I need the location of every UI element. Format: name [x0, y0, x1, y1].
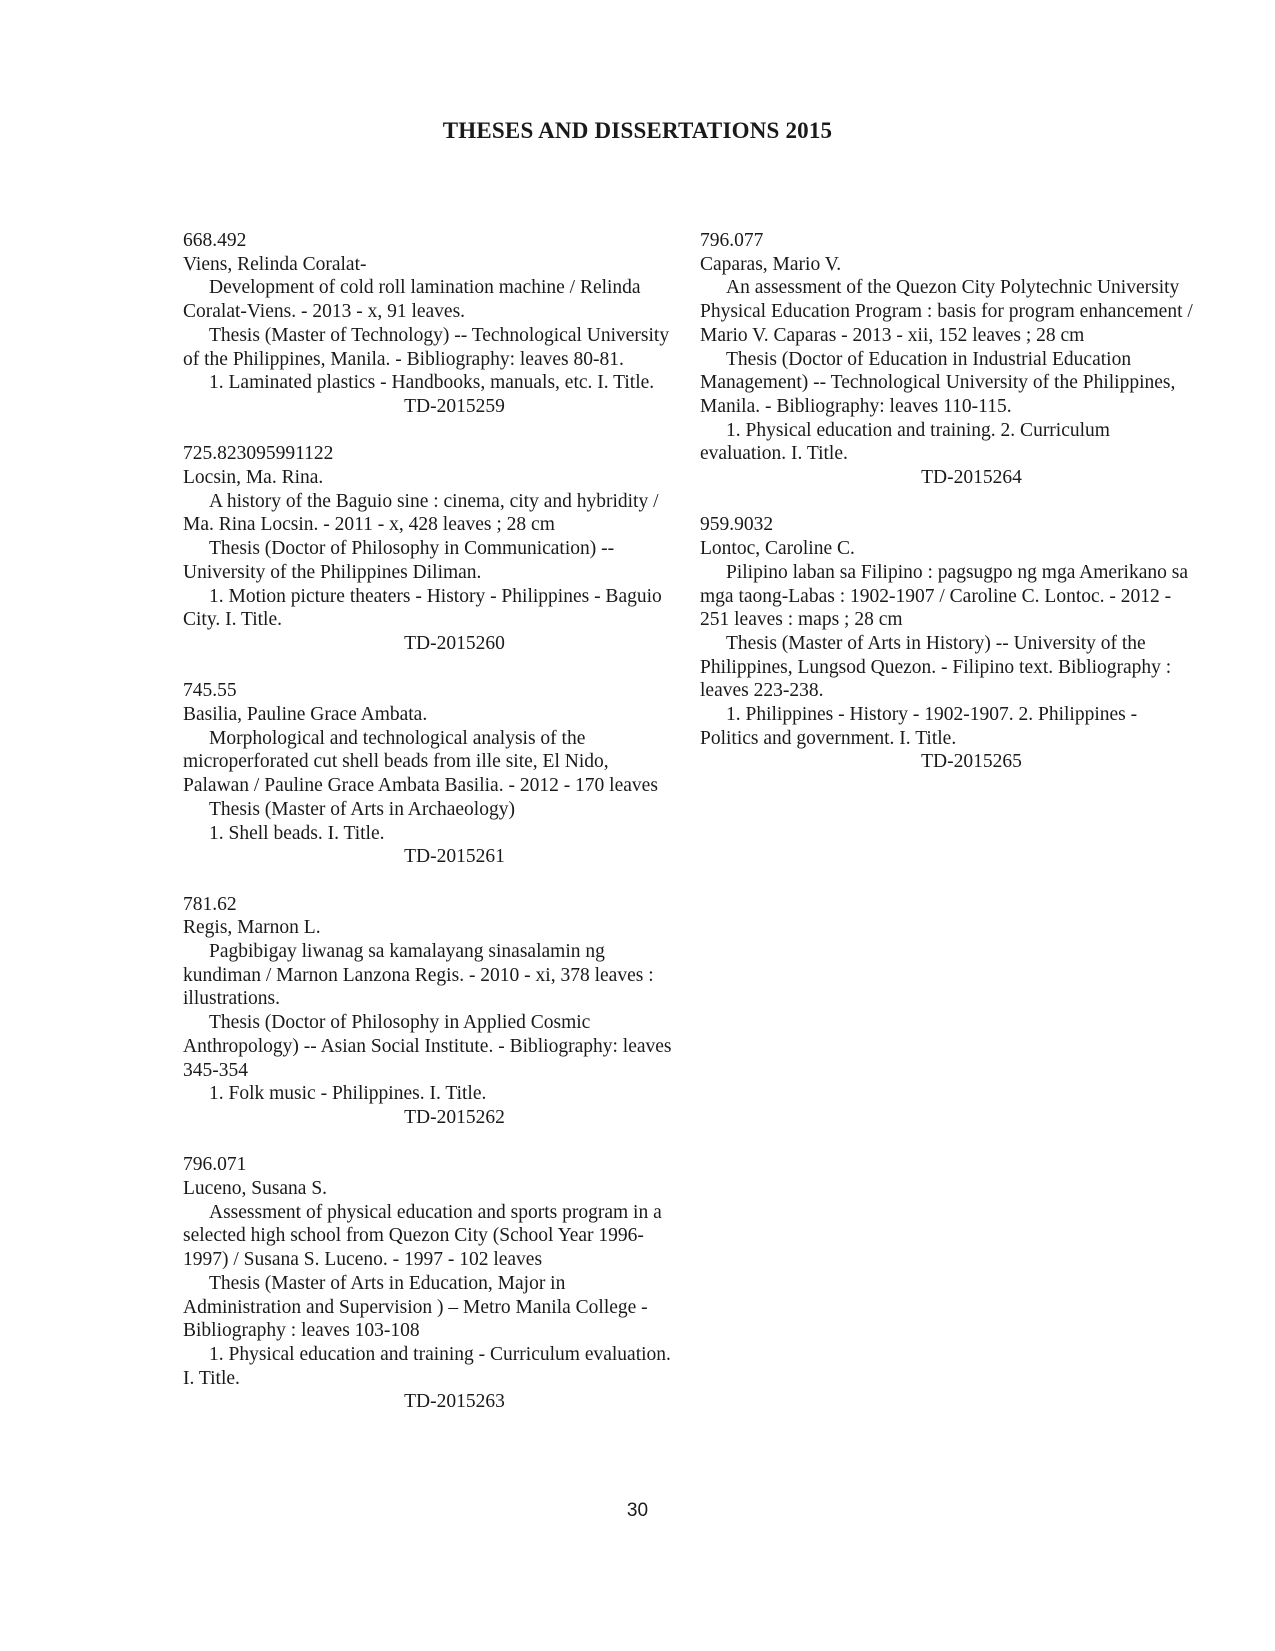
title-statement: An assessment of the Quezon City Polytechnic University Physical Education Program : basis for program enhancement / Mario V. Caparas - 2013 - xii, 152 leaves ; 28 cm — [700, 277, 1193, 346]
subject-headings: 1. Motion picture theaters - History - Philippines - Baguio City. I. Title. — [183, 585, 662, 631]
accession-number: TD-2015265 — [921, 751, 1022, 773]
subject-headings: 1. Physical education and training. 2. Curriculum evaluation. I. Title. — [700, 419, 1110, 465]
subject-headings: 1. Philippines - History - 1902-1907. 2. Philippines - Politics and government. I. Title. — [700, 704, 1138, 749]
thesis-note: Thesis (Doctor of Education in Industrial Education Management) -- Technological University of the Philippines, Manila. - Bibliography: leaves 110-115. — [700, 348, 1176, 417]
call-number: 668.492 — [183, 230, 247, 251]
accession-number: TD-2015262 — [404, 1106, 505, 1128]
title-statement: Assessment of physical education and sports program in a selected high school from Quezon City (School Year 1996-1997) / Susana S. Luceno. - 1997 - 102 leaves — [183, 1201, 662, 1271]
thesis-note: Thesis (Master of Arts in Archaeology) — [209, 798, 515, 820]
author: Lontoc, Caroline C. — [700, 538, 855, 560]
right-column — [700, 229, 1195, 798]
catalog-entry — [183, 893, 678, 1130]
title-statement: Development of cold roll lamination machine / Relinda Coralat-Viens. - 2013 - x, 91 leaves. — [183, 277, 641, 323]
accession-number: TD-2015260 — [404, 632, 505, 654]
author: Viens, Relinda Coralat- — [183, 253, 367, 275]
call-number: 725.823095991122 — [183, 443, 334, 465]
catalog-entry — [700, 229, 1195, 490]
subject-headings: 1. Folk music - Philippines. I. Title. — [209, 1083, 487, 1105]
page-title: THESES AND DISSERTATIONS 2015 — [442, 118, 833, 143]
author: Regis, Marnon L. — [183, 917, 321, 939]
accession-number: TD-2015261 — [404, 846, 505, 868]
left-column — [183, 229, 678, 1438]
author: Locsin, Ma. Rina. — [183, 467, 324, 489]
thesis-note: Thesis (Master of Technology) -- Technological University of the Philippines, Manila. - Bibliography: leaves 80-81. — [183, 324, 670, 370]
call-number: 959.9032 — [700, 514, 774, 536]
call-number: 796.071 — [183, 1154, 247, 1176]
page-number: 30 — [626, 1500, 649, 1521]
subject-headings: 1. Shell beads. I. Title. — [209, 822, 385, 844]
call-number: 796.077 — [700, 230, 764, 251]
thesis-note: Thesis (Master of Arts in History) -- University of the Philippines, Lungsod Quezon. - Filipino text. Bibliography : leaves 223-238. — [700, 632, 1172, 702]
accession-number: TD-2015263 — [404, 1391, 505, 1413]
call-number: 745.55 — [183, 680, 237, 702]
catalog-entry — [183, 679, 678, 869]
subject-headings: 1. Laminated plastics - Handbooks, manuals, etc. I. Title. — [209, 372, 655, 394]
catalog-entry — [183, 1153, 678, 1414]
author: Basilia, Pauline Grace Ambata. — [183, 704, 428, 726]
thesis-note: Thesis (Doctor of Philosophy in Communication) -- University of the Philippines Diliman. — [183, 538, 615, 583]
thesis-note: Thesis (Master of Arts in Education, Major in Administration and Supervision ) – Metro Manila College - Bibliography : leaves 103-108 — [183, 1272, 648, 1342]
title-statement: Morphological and technological analysis of the microperforated cut shell beads from ille site, El Nido, Palawan / Pauline Grace Ambata Basilia. - 2012 - 170 leaves — [183, 727, 658, 797]
title-statement: Pilipino laban sa Filipino : pagsugpo ng mga Amerikano sa mga taong-Labas : 1902-1907 / Caroline C. Lontoc. - 2012 - 251 leaves : maps ; 28 cm — [700, 561, 1189, 631]
author: Luceno, Susana S. — [183, 1178, 328, 1200]
accession-number: TD-2015264 — [921, 467, 1022, 489]
catalog-entry — [700, 513, 1195, 774]
accession-number: TD-2015259 — [404, 395, 505, 417]
thesis-note: Thesis (Doctor of Philosophy in Applied Cosmic Anthropology) -- Asian Social Institute. - Bibliography: leaves 345-354 — [183, 1012, 672, 1081]
title-statement: A history of the Baguio sine : cinema, city and hybridity / Ma. Rina Locsin. - 2011 - x, 428 leaves ; 28 cm — [183, 490, 659, 536]
author: Caparas, Mario V. — [700, 253, 842, 275]
subject-headings: 1. Physical education and training - Curriculum evaluation. I. Title. — [183, 1343, 671, 1389]
call-number: 781.62 — [183, 893, 237, 915]
catalog-entry — [183, 229, 678, 419]
title-statement: Pagbibigay liwanag sa kamalayang sinasalamin ng kundiman / Marnon Lanzona Regis. - 2010 - xi, 378 leaves : illustrations. — [183, 941, 654, 1010]
catalog-entry — [183, 442, 678, 655]
